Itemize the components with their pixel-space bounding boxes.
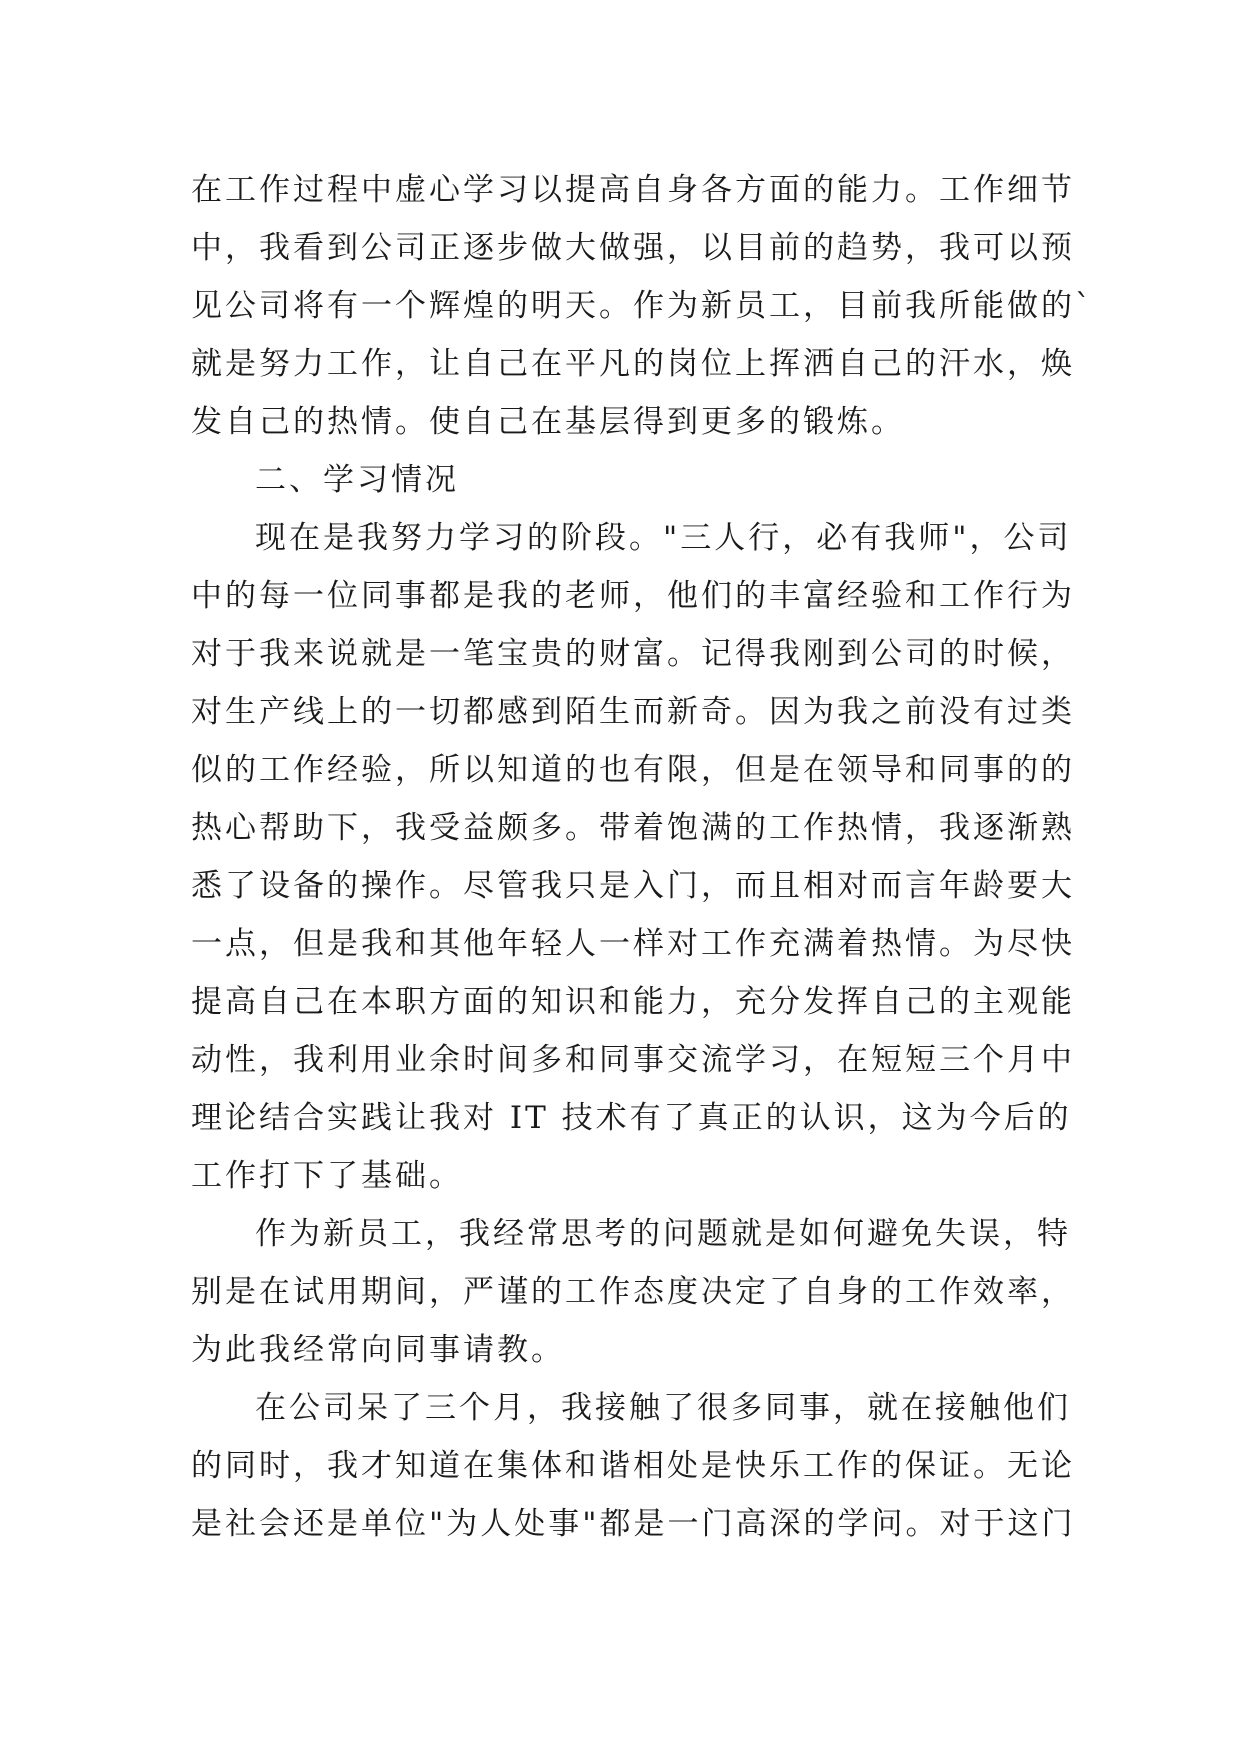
body-line: 中，我看到公司正逐步做大做强，以目前的趋势，我可以预 (191, 230, 1075, 266)
body-line: 对于我来说就是一笔宝贵的财富。记得我刚到公司的时候， (191, 636, 1075, 672)
body-line: 理论结合实践让我对 IT 技术有了真正的认识，这为今后的 (191, 1100, 1072, 1136)
body-line: 就是努力工作，让自己在平凡的岗位上挥洒自己的汗水，焕 (191, 346, 1075, 382)
body-line: 发自己的热情。使自己在基层得到更多的锻炼。 (191, 404, 905, 440)
body-line: 热心帮助下，我受益颇多。带着饱满的工作热情，我逐渐熟 (191, 810, 1075, 846)
body-line: 的同时，我才知道在集体和谐相处是快乐工作的保证。无论 (191, 1448, 1075, 1484)
section-heading: 二、学习情况 (255, 462, 459, 498)
paragraph-start-line: 在公司呆了三个月，我接触了很多同事，就在接触他们 (255, 1390, 1071, 1426)
body-line: 见公司将有一个辉煌的明天。作为新员工，目前我所能做的` (191, 288, 1094, 324)
body-line: 悉了设备的操作。尽管我只是入门，而且相对而言年龄要大 (191, 868, 1075, 904)
body-line: 一点，但是我和其他年轻人一样对工作充满着热情。为尽快 (191, 926, 1075, 962)
body-line: 似的工作经验，所以知道的也有限，但是在领导和同事的的 (191, 752, 1075, 788)
paragraph-start-line: 作为新员工，我经常思考的问题就是如何避免失误，特 (255, 1216, 1071, 1252)
body-line: 别是在试用期间，严谨的工作态度决定了自身的工作效率， (191, 1274, 1075, 1310)
body-line: 是社会还是单位"为人处事"都是一门高深的学问。对于这门 (191, 1506, 1076, 1542)
paragraph-start-line: 现在是我努力学习的阶段。"三人行，必有我师"，公司 (255, 520, 1072, 556)
body-line: 对生产线上的一切都感到陌生而新奇。因为我之前没有过类 (191, 694, 1075, 730)
body-line: 在工作过程中虚心学习以提高自身各方面的能力。工作细节 (191, 172, 1075, 208)
body-line: 工作打下了基础。 (191, 1158, 463, 1194)
body-line: 中的每一位同事都是我的老师，他们的丰富经验和工作行为 (191, 578, 1075, 614)
body-line: 动性，我利用业余时间多和同事交流学习，在短短三个月中 (191, 1042, 1075, 1078)
document-body (191, 161, 1094, 1553)
body-line: 为此我经常向同事请教。 (191, 1332, 565, 1368)
body-line: 提高自己在本职方面的知识和能力，充分发挥自己的主观能 (191, 984, 1075, 1020)
